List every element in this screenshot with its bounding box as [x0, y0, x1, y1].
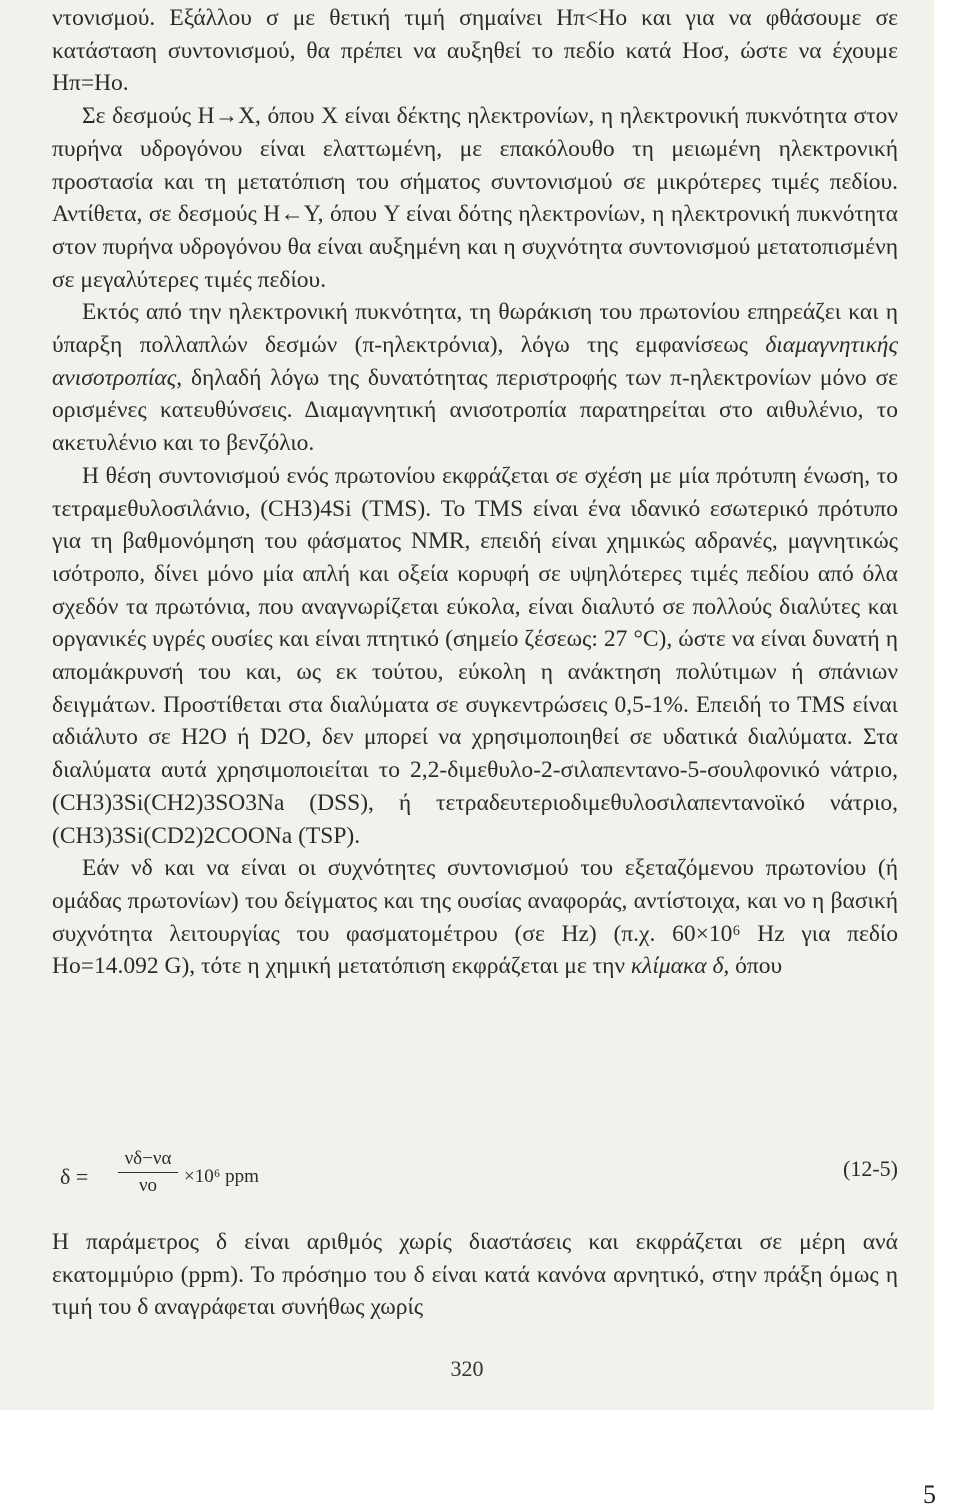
- paragraph-continuation: ντονισμού. Εξάλλου σ με θετική τιμή σημαίνει Hπ<Hο και για να φθάσουμε σε κατάσταση συντονισμού, θα πρέπει να αυξηθεί το πεδίο κατά Hοσ, ώστε να έχουμε Hπ=Hο.: [52, 5, 898, 97]
- paragraph-bond-effects: Σε δεσμούς H→X, όπου X είναι δέκτης ηλεκτρονίων, η ηλεκτρονική πυκνότητα στον πυρήνα υδρογόνου είναι ελαττωμένη, με επακόλουθο τη μειωμένη ηλεκτρονική προστασία και τη μετατόπιση του σήματος συντονισμού σε μικρότερες τιμές πεδίου. Αντίθετα, σε δεσμούς H←Y, όπου Y είναι δότης ηλεκτρονίων, η ηλεκτρονική πυκνότητα στον πυρήνα υδρογόνου θα είναι αυξημένη και η συχνότητα συντονισμού μετατοπισμένη σε μεγαλύτερες τιμές πεδίου.: [52, 103, 898, 293]
- anisotropy-text-start: Εκτός από την ηλεκτρονική πυκνότητα, τη θωράκιση του πρωτονίου επηρεάζει και η ύπαρξη πολλαπλών δεσμών (π-ηλεκτρόνια), λόγω της εμφανίσεως: [52, 299, 898, 359]
- equation-12-5: [60, 1148, 900, 1220]
- formula-lhs: δ =: [60, 1164, 89, 1189]
- formula-numerator: νδ−να: [118, 1148, 178, 1173]
- paragraph-delta-units: Η παράμετρος δ είναι αριθμός χωρίς διαστάσεις και εκφράζεται σε μέρη ανά εκατομμύριο (ppm). Το πρόσημο του δ είναι κατά κανόνα αρνητικό, στην πράξη όμως η τιμή του δ αναγράφεται συνήθως χωρίς: [52, 1229, 898, 1321]
- delta-italic-term: κλίμακα δ: [630, 953, 724, 980]
- anisotropy-italic-term: διαμαγνητικής ανισοτροπίας: [52, 332, 898, 391]
- formula-fraction: [118, 1148, 178, 1197]
- paragraph-delta-scale: [52, 852, 898, 983]
- formula-multiplier: ×10⁶ ppm: [184, 1166, 259, 1187]
- equation-number: (12-5): [843, 1156, 898, 1181]
- sheet-number: 5: [923, 1480, 936, 1509]
- formula-denominator: νο: [138, 1175, 158, 1196]
- anisotropy-text-end: , δηλαδή λόγω της δυνατότητας περιστροφής των π-ηλεκτρονίων μόνο σε ορισμένες κατευθύνσεις. Διαμαγνητική ανισοτροπία παρατηρείται στο αιθυλένιο, το ακετυλένιο και το βενζόλιο.: [52, 364, 898, 457]
- delta-text-start: Εάν νδ και να είναι οι συχνότητες συντονισμού του εξεταζόμενου πρωτονίου (ή ομάδας πρωτονίων) του δείγματος και της ουσίας αναφοράς, αντίστοιχα, και νο η βασική συχνότητα λειτουργίας του φασματομέτρου (σε Hz) (π.χ. 60×10⁶ Hz για πεδίο Hο=14.092 G), τότε η χημική μετατόπιση εκφράζεται με την: [52, 855, 898, 980]
- body-text-upper: [52, 2, 898, 983]
- body-text-lower: [52, 1226, 898, 1324]
- page-number: 320: [450, 1356, 484, 1381]
- delta-text-end: , όπου: [723, 953, 783, 980]
- paragraph-anisotropy: [52, 296, 898, 460]
- paragraph-tms: Η θέση συντονισμού ενός πρωτονίου εκφράζεται σε σχέση με μία πρότυπη ένωση, το τετραμεθυλοσιλάνιο, (CH3)4Si (TMS). Το TMS είναι ένα ιδανικό εσωτερικό πρότυπο για τη βαθμονόμηση του φάσματος NMR, επειδή είναι χημικώς αδρανές, μαγνητικώς ισότροπο, δίνει μόνο μία απλή και οξεία κορυφή σε υψηλότερες τιμές πεδίου από όλα σχεδόν τα πρωτόνια, που αναγνωρίζεται εύκολα, είναι διαλυτό σε πολλούς διαλύτες και οργανικές υγρές ουσίες και είναι πτητικό (σημείο ζέσεως: 27 °C), ώστε να είναι δυνατή η απομάκρυνσή του και, ως εκ τούτου, εύκολη η ανάκτηση πολύτιμων ή σπάνιων δειγμάτων. Προστίθεται στα διαλύματα σε συγκεντρώσεις 0,5-1%. Επειδή το TMS είναι αδιάλυτο σε H2O ή D2O, δεν μπορεί να χρησιμοποιηθεί σε υδατικά διαλύματα. Στα διαλύματα αυτά χρησιμοποιείται το 2,2-διμεθυλο-2-σιλαπεντανο-5-σουλφονικό νάτριο, (CH3)3Si(CH2)3SO3Na (DSS), ή τετραδευτεριοδιμεθυλοσιλαπεντανοϊκό νάτριο, (CH3)3Si(CD2)2COONa (TSP).: [52, 462, 898, 849]
